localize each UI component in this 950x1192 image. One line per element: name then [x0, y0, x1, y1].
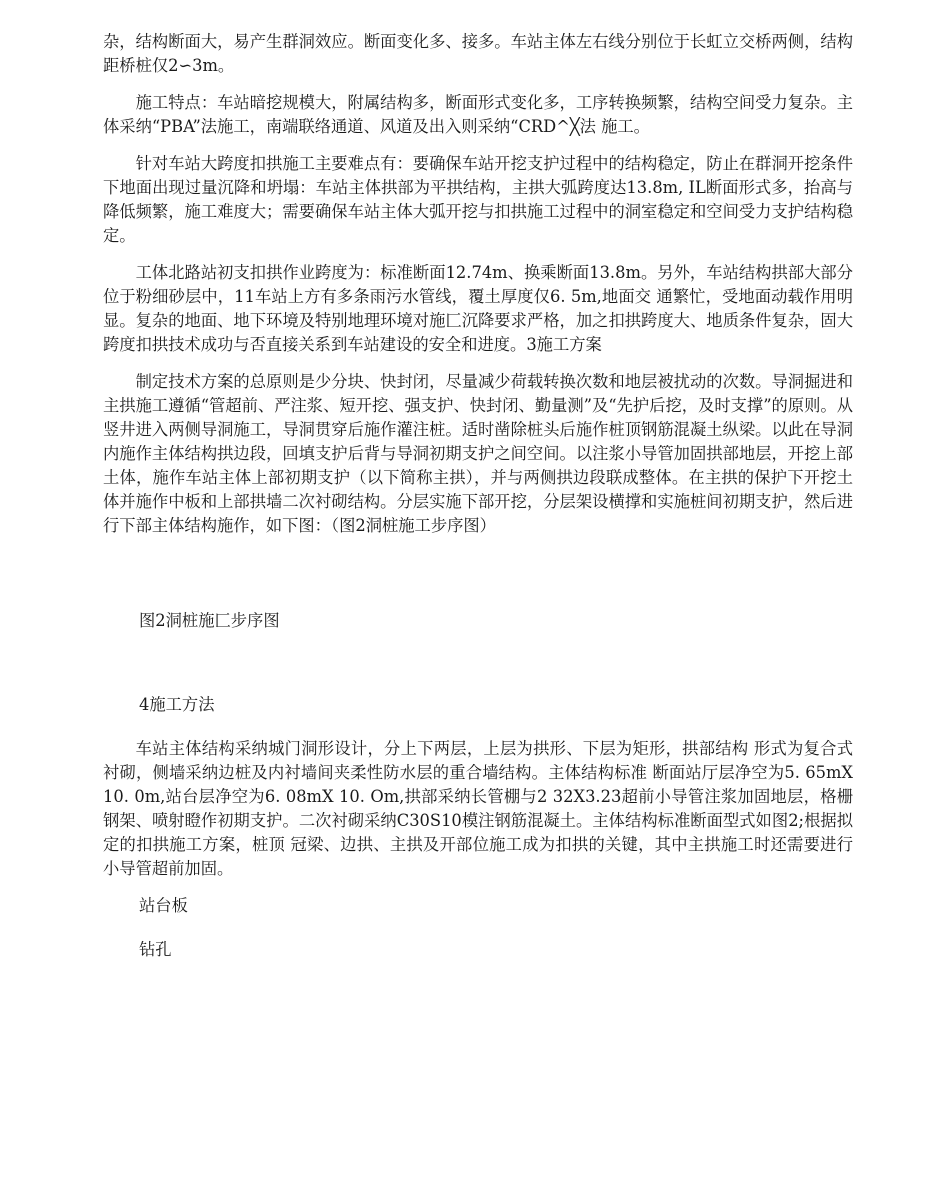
paragraph-construction-features: 施工特点：车站暗挖规模大，附属结构多，断面形式变化多，工序转换频繁，结构空间受力复杂。主体采纳“PBA”法施工，南端联络通道、风道及出入则采纳“CRD^╳法 施工。 — [103, 93, 853, 136]
paragraph-intro-continuation: 杂，结构断面大，易产生群洞效应。断面变化多、接多。车站主体左右线分别位于长虹立交桥两侧，结构距桥桩仅2∽3m。 — [103, 32, 853, 75]
label-borehole: 钻孔 — [139, 940, 172, 959]
figure-spacer — [103, 633, 853, 693]
figure-placeholder — [103, 551, 853, 609]
paragraph-difficulties: 针对车站大跨度扣拱施工主要难点有：要确保车站开挖支护过程中的结构稳定，防止在群洞开挖条件下地面出现过量沉降和坍塌：车站主体拱部为平拱结构，主拱大弧跨度达13.8m, IL断面形式多，抬高与降低频繁，施工难度大；需要确保车站主体大弧开挖与扣拱施工过程中的洞室稳定和空间受力支护结构稳定。 — [103, 154, 853, 245]
figure-caption: 图2洞桩施匚步序图 — [139, 611, 280, 630]
paragraph-span-conditions: 工体北路站初支扣拱作业跨度为：标准断面12.74m、换乘断面13.8m。另外，车站结构拱部大部分位于粉细砂层中，11车站上方有多条雨污水管线，覆土厚度仅6. 5m,地面交 通繁忙，受地面动载作用明显。复杂的地面、地下环境及特别地理环境对施匚沉降要求严格，加之扣拱跨度大、地质条件复杂，固大跨度扣拱技术成功与否直接关系到车站建设的安全和进度。3施工方案 — [103, 263, 853, 354]
document-page — [103, 30, 853, 982]
label-platform-slab: 站台板 — [139, 896, 188, 915]
paragraph-construction-method: 车站主体结构采纳城门洞形设计，分上下两层，上层为拱形、下层为矩形，拱部结构 形式为复合式衬砌，侧墙采纳边桩及内衬墙间夹柔性防水层的重合墙结构。主体结构标准 断面站厅层净空为5. 65mX 10. 0m,站台层净空为6. 08mX 10. Om,拱部采纳长管棚与2 32X3.23超前小导管注浆加固地层，格栅钢架、喷射瞪作初期支护。二次衬砌采纳C30S10模注钢筋混凝土。主体结构标准断面型式如图2;根据拟定的扣拱施工方案，桩顶 冠梁、边拱、主拱及开部位施工成为扣拱的关键，其中主拱施工时还需要进行小导管超前加固。 — [103, 739, 853, 878]
paragraph-technical-plan: 制定技术方案的总原则是少分块、快封闭，尽量减少荷载转换次数和地层被扰动的次数。导洞掘进和主拱施工遵循“管超前、严注浆、短开挖、强支护、快封闭、勤量测”及“先护后挖，及时支撑”的原则。从竖井进入两侧导洞施工，导洞贯穿后施作灌注桩。适时凿除桩头后施作桩顶钢筋混凝土纵梁。以此在导洞内施作主体结构拱边段，回填支护后背与导洞初期支护之间空间。以注浆小导管加固拱部地层，开挖上部土体，施作车站主体上部初期支护（以下简称主拱），并与两侧拱边段联成整体。在主拱的保护下开挖土体并施作中板和上部拱墙二次衬砌结构。分层实施下部开挖，分层架设横撑和实施桩间初期支护，然后进行下部主体结构施作，如下图：（图2洞桩施工步序图） — [103, 372, 853, 535]
section-heading: 4施工方法 — [139, 695, 215, 714]
